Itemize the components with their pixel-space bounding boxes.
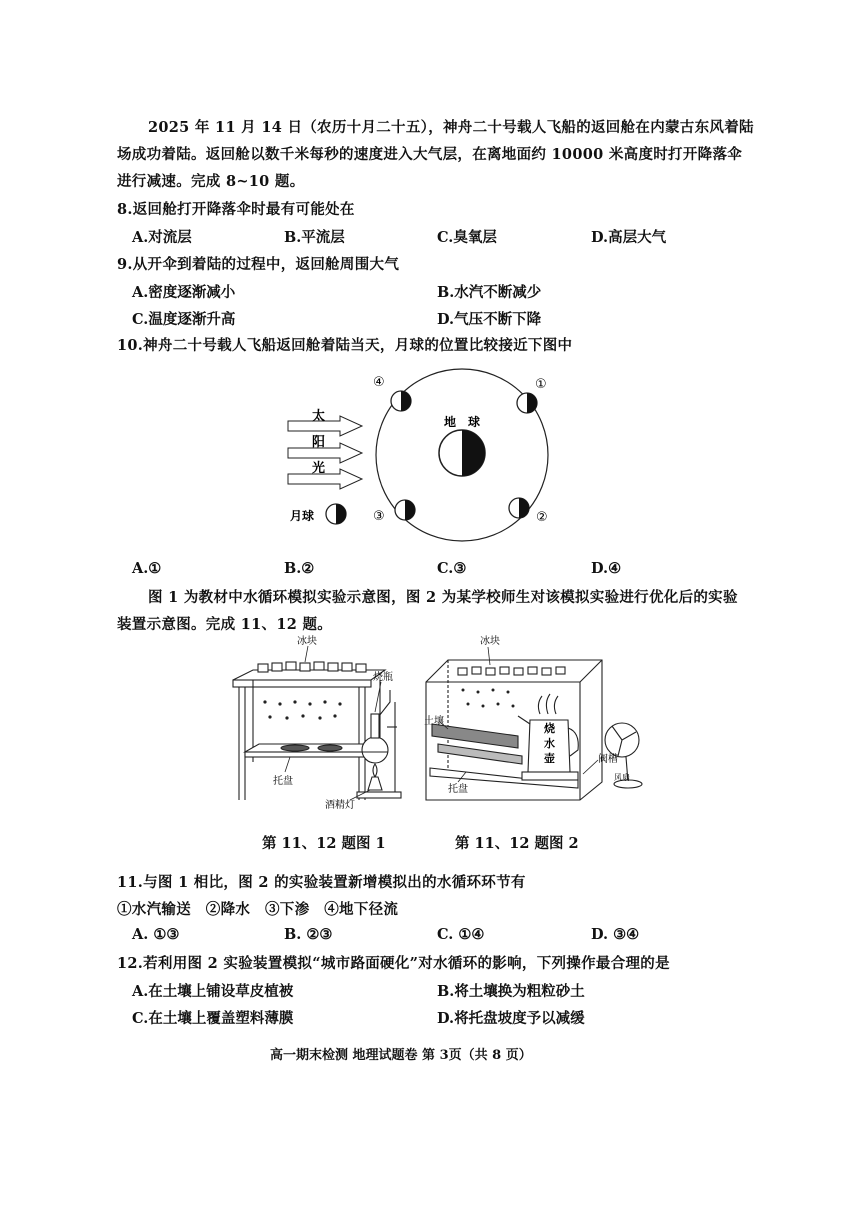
fig2-kettle-label-1: 烧 — [544, 722, 555, 735]
moon-legend-label: 月球 — [290, 509, 315, 523]
moon-legend-icon — [326, 504, 346, 524]
q10-option-c[interactable]: C.③ — [437, 560, 467, 577]
q11-option-a[interactable]: A. ①③ — [132, 926, 180, 943]
intro2-line-2: 装置示意图。完成 11、12 题。 — [117, 616, 333, 633]
marker-1: ① — [535, 377, 547, 392]
earth-label: 地 球 — [444, 415, 481, 429]
q10-option-b[interactable]: B.② — [284, 560, 315, 577]
intro2-line-1: 图 1 为教材中水循环模拟实验示意图，图 2 为某学校师生对该模拟实验进行优化后的实验 — [148, 589, 738, 606]
sun-label-3: 光 — [312, 461, 326, 476]
q12-option-b[interactable]: B.将土壤换为粗粒砂土 — [437, 983, 585, 1000]
q9-option-a[interactable]: A.密度逐渐减小 — [132, 284, 236, 301]
fig2-tray-label: 托盘 — [448, 784, 468, 795]
q9-option-c[interactable]: C.温度逐渐升高 — [132, 311, 236, 328]
fig1-flask-label: 烧瓶 — [373, 672, 393, 683]
q11-option-c[interactable]: C. ①④ — [437, 926, 485, 943]
earth-icon — [439, 430, 485, 476]
sunlight-arrows — [288, 416, 362, 489]
marker-3: ③ — [373, 509, 385, 524]
sun-label-1: 太 — [312, 409, 326, 424]
fig1-lamp-label: 酒精灯 — [325, 800, 355, 810]
fig2-kettle-label-2: 水 — [544, 737, 555, 750]
q10-stem: 10.神舟二十号载人飞船返回舱着陆当天，月球的位置比较接近下图中 — [117, 337, 573, 354]
q9-option-d[interactable]: D.气压不断下降 — [437, 311, 542, 328]
moon-phase-diagram — [280, 368, 570, 543]
q10-option-a[interactable]: A.① — [132, 560, 162, 577]
q11-stem: 11.与图 1 相比，图 2 的实验装置新增模拟出的水循环环节有 — [117, 874, 526, 891]
q8-option-c[interactable]: C.臭氧层 — [437, 229, 497, 246]
fig2-fan-label: 风扇 — [614, 773, 630, 782]
q8-option-b[interactable]: B.平流层 — [284, 229, 345, 246]
fig1-ice-label: 冰块 — [297, 636, 317, 647]
q11-option-b[interactable]: B. ②③ — [284, 926, 333, 943]
q8-stem: 8.返回舱打开降落伞时最有可能处在 — [117, 201, 355, 218]
page-footer: 高一期末检测 地理试题卷 第 3页（共 8 页） — [270, 1048, 532, 1063]
marker-4: ④ — [373, 375, 385, 390]
fig2-ice-label: 冰块 — [480, 636, 500, 647]
q9-option-b[interactable]: B.水汽不断减少 — [437, 284, 542, 301]
fig2-soil-label: 土壤 — [424, 716, 444, 727]
q9-stem: 9.从开伞到着陆的过程中，返回舱周围大气 — [117, 256, 400, 273]
fig2-kettle-label-3: 壶 — [544, 752, 555, 765]
intro-line-3: 进行减速。完成 8~10 题。 — [117, 173, 305, 190]
q8-option-d[interactable]: D.高层大气 — [591, 229, 667, 246]
intro-line-2: 场成功着陆。返回舱以数千米每秒的速度进入大气层，在离地面约 10000 米高度时打开降落伞 — [117, 146, 743, 163]
figure-1-apparatus — [225, 632, 410, 810]
fig1-tray-label: 托盘 — [273, 776, 293, 787]
moon-position-3 — [395, 500, 415, 520]
q12-option-c[interactable]: C.在土壤上覆盖塑料薄膜 — [132, 1010, 294, 1027]
q12-option-a[interactable]: A.在土壤上铺设草皮植被 — [132, 983, 294, 1000]
figure-2-apparatus — [418, 632, 658, 804]
intro-line-1: 2025 年 11 月 14 日（农历十月二十五），神舟二十号载人飞船的返回舱在内蒙古东风着陆 — [148, 119, 754, 136]
q10-option-d[interactable]: D.④ — [591, 560, 622, 577]
moon-position-4 — [391, 391, 411, 411]
q11-items: ①水汽输送 ②降水 ③下渗 ④地下径流 — [117, 901, 399, 918]
moon-position-2 — [509, 498, 529, 518]
sun-label-2: 阳 — [312, 435, 326, 450]
q11-option-d[interactable]: D. ③④ — [591, 926, 640, 943]
q12-option-d[interactable]: D.将托盘坡度予以减缓 — [437, 1010, 585, 1027]
q8-option-a[interactable]: A.对流层 — [132, 229, 192, 246]
moon-position-1 — [517, 393, 537, 413]
fig1-caption: 第 11、12 题图 1 — [262, 835, 386, 852]
fig2-valve-label: 阀槽 — [598, 754, 618, 765]
water-drops — [263, 700, 341, 719]
q12-stem: 12.若利用图 2 实验装置模拟“城市路面硬化”对水循环的影响，下列操作最合理的是 — [117, 955, 670, 972]
marker-2: ② — [536, 510, 548, 525]
fig2-caption: 第 11、12 题图 2 — [455, 835, 579, 852]
